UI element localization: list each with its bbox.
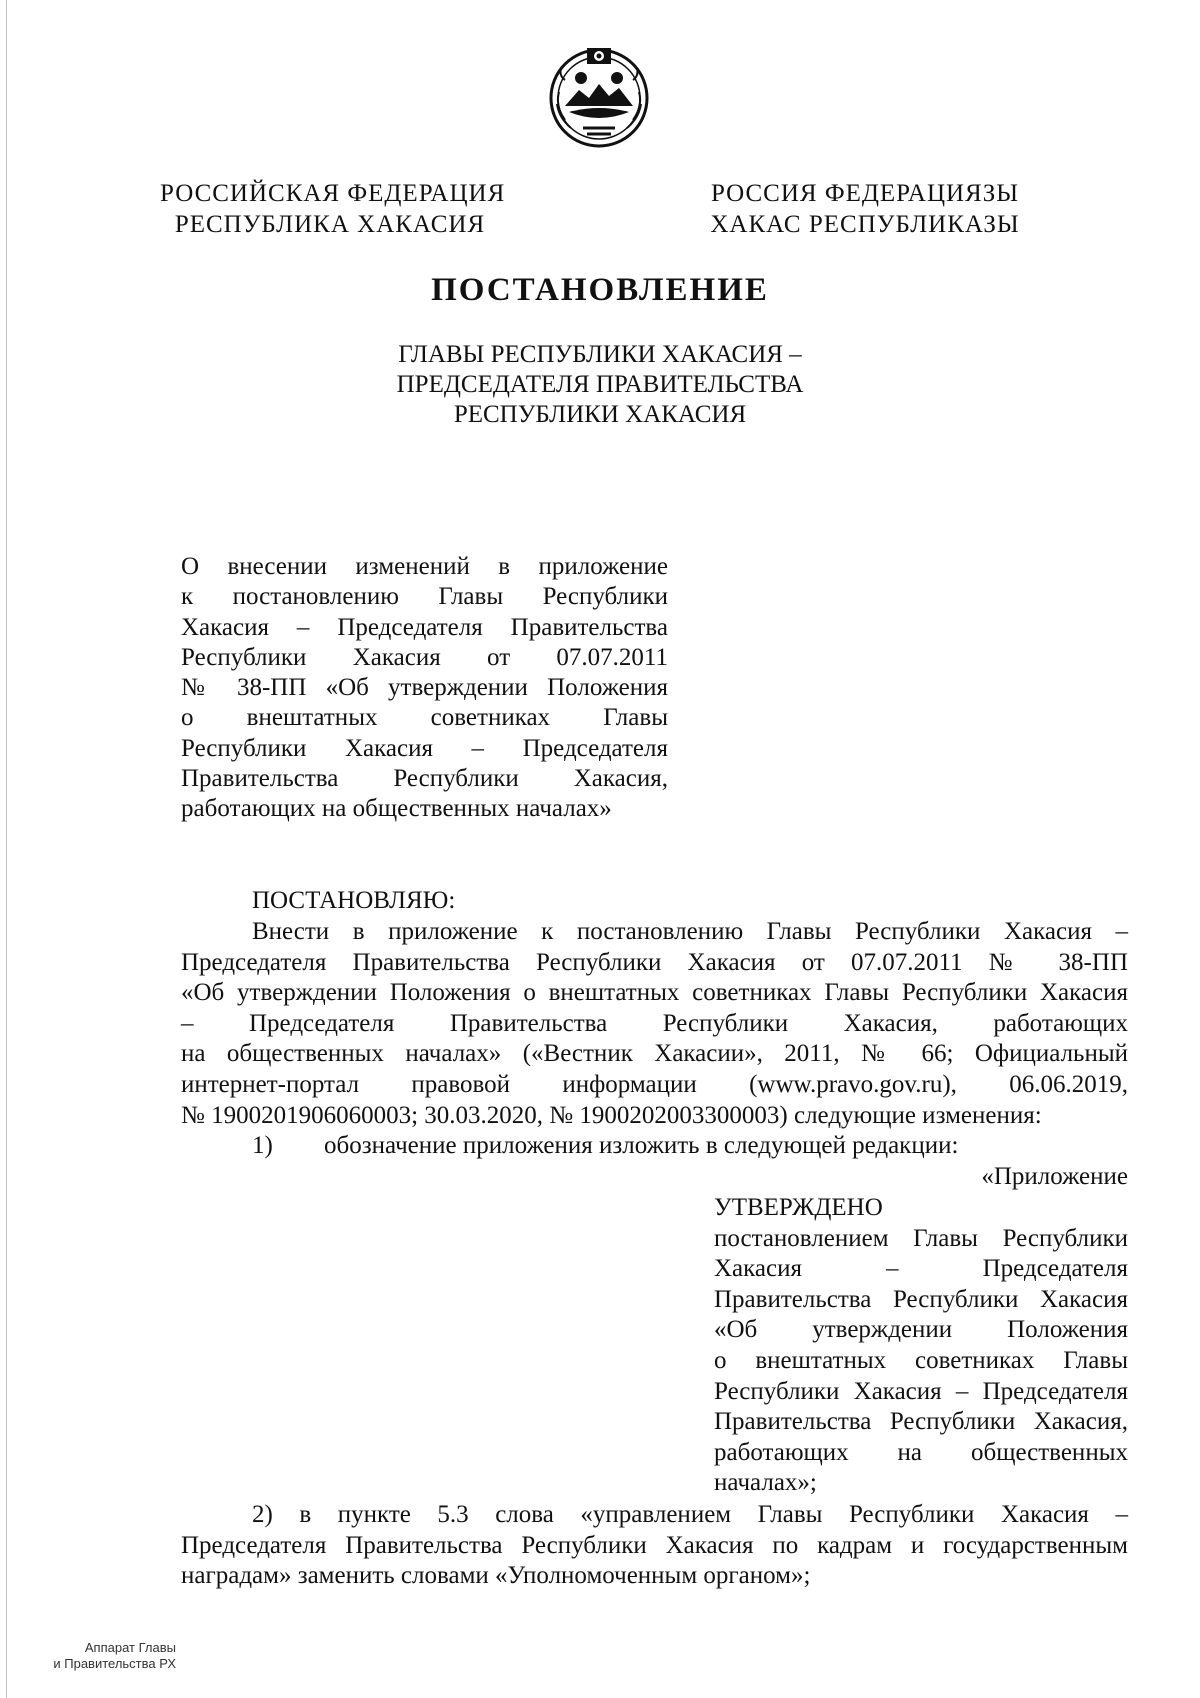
- approved-heading: УТВЕРЖДЕНО: [714, 1194, 883, 1221]
- approved-line: «Об утверждении Положения: [714, 1316, 1128, 1344]
- approved-block: [714, 1193, 1128, 1499]
- item-1-number: 1): [252, 1132, 273, 1159]
- office-stamp: [38, 1640, 176, 1672]
- header-left-block: [160, 178, 506, 240]
- stamp-line: и Правительства РХ: [53, 1656, 176, 1671]
- approved-line: Республики Хакасия – Председателя: [714, 1377, 1128, 1405]
- main-paragraph: [181, 917, 1128, 1131]
- issuer-line: ГЛАВЫ РЕСПУБЛИКИ ХАКАСИЯ –: [398, 341, 802, 368]
- header-right-line: РОССИЯ ФЕДЕРАЦИЯЗЫ: [710, 180, 1020, 207]
- item-1: [252, 1131, 958, 1162]
- subject-line: Хакасия – Председателя Правительства: [181, 613, 668, 641]
- issuer-line: ПРЕДСЕДАТЕЛЯ ПРАВИТЕЛЬСТВА: [396, 371, 804, 398]
- subject-line: Республики Хакасия от 07.07.2011: [181, 643, 668, 671]
- resolve-word: ПОСТАНОВЛЯЮ:: [252, 887, 456, 914]
- document-title: ПОСТАНОВЛЕНИЕ: [431, 272, 769, 308]
- main-line: «Об утверждении Положения о внештатных советниках Главы Республики Хакасия: [181, 979, 1128, 1007]
- item-2: [181, 1500, 1128, 1592]
- approved-line: о внештатных советниках Главы: [714, 1346, 1128, 1374]
- approved-line: Правительства Республики Хакасия,: [714, 1408, 1128, 1436]
- main-line: Внести в приложение к постановлению Главы Республики Хакасия –: [252, 918, 1128, 945]
- main-line: – Председателя Правительства Республики Хакасия, работающих: [181, 1009, 1128, 1037]
- subject-line: № 38-ПП «Об утверждении Положения: [181, 674, 668, 702]
- subject-block: [181, 552, 668, 825]
- subject-line: Республики Хакасия – Председателя: [181, 734, 668, 762]
- subject-line: О внесении изменений в приложение: [181, 553, 668, 580]
- main-line: № 1900201906060003; 30.03.2020, № 1900202003300003) следующие изменения:: [181, 1101, 1042, 1129]
- main-line: Председателя Правительства Республики Хакасия от 07.07.2011 № 38-ПП: [181, 948, 1128, 976]
- item-2-line: 2) в пункте 5.3 слова «управлением Главы Республики Хакасия –: [252, 1501, 1128, 1528]
- header-left-line: РОССИЙСКАЯ ФЕДЕРАЦИЯ: [160, 180, 506, 207]
- issuer-block: [0, 340, 1200, 430]
- coat-of-arms-emblem: [543, 40, 655, 152]
- approved-line: Правительства Республики Хакасия: [714, 1285, 1128, 1313]
- subject-line: к постановлению Главы Республики: [181, 583, 668, 611]
- issuer-line: РЕСПУБЛИКИ ХАКАСИЯ: [453, 401, 747, 428]
- approved-line: работающих на общественных: [714, 1438, 1128, 1466]
- item-1-text: обозначение приложения изложить в следующей редакции:: [324, 1132, 959, 1159]
- item-2-line: наградам» заменить словами «Уполномоченным органом»;: [181, 1562, 811, 1590]
- main-line: на общественных началах» («Вестник Хакасии», 2011, № 66; Официальный: [181, 1040, 1128, 1068]
- subject-line: работающих на общественных началах»: [181, 795, 612, 823]
- stamp-line: Аппарат Главы: [84, 1640, 176, 1655]
- item-2-line: Председателя Правительства Республики Хакасия по кадрам и государственным: [181, 1531, 1128, 1559]
- appendix-label: «Приложение: [981, 1163, 1128, 1190]
- scan-margin-line: [6, 0, 7, 1698]
- approved-line: Хакасия – Председателя: [714, 1255, 1128, 1283]
- header-left-line: РЕСПУБЛИКА ХАКАСИЯ: [174, 211, 486, 238]
- subject-line: Правительства Республики Хакасия,: [181, 765, 668, 793]
- approved-line: постановлением Главы Республики: [714, 1224, 1128, 1252]
- subject-line: о внештатных советниках Главы: [181, 704, 668, 732]
- header-right-block: [710, 178, 1020, 240]
- main-line: интернет-портал правовой информации (www.pravo.gov.ru), 06.06.2019,: [181, 1070, 1128, 1098]
- approved-line: началах»;: [714, 1469, 817, 1497]
- header-right-line: ХАКАС РЕСПУБЛИКАЗЫ: [710, 211, 1020, 238]
